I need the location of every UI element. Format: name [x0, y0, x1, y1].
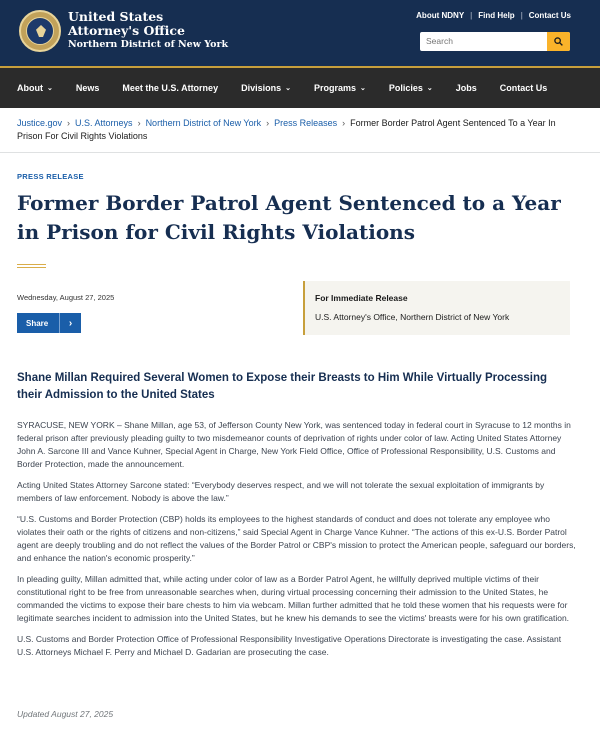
article-paragraph: “U.S. Customs and Border Protection (CBP) holds its employees to the highest standards of conduct and does not tolerate any employee who violates their oath or the rights of citizens and non-citizens,” said Special Agent in Charge Vance Kuhner. “The actions of this ex-U.S. Border Patrol agent are deeply troubling and do not reflect the values of the Border Patrol or CBP's mission to protect the American people, safeguard our borders, and enhance the nation's economic prosperity.”	[17, 514, 576, 563]
press-release-label: PRESS RELEASE	[17, 172, 84, 181]
release-title: For Immediate Release	[315, 293, 408, 303]
article-paragraph: U.S. Customs and Border Protection Office of Professional Responsibility Investigative Operations Directorate is investigating the case. Assistant U.S. Attorneys Michael F. Perry and Michael D. Gadarian are prosecuting the case.	[17, 634, 562, 657]
chevron-right-icon: ›	[68, 317, 73, 329]
search-icon	[554, 37, 563, 46]
nav-news[interactable]	[76, 83, 100, 93]
nav-label: Programs	[313, 83, 356, 93]
site-header	[0, 0, 600, 66]
nav-label: Meet the U.S. Attorney	[122, 83, 219, 93]
nav-jobs[interactable]	[456, 83, 477, 93]
about-ndny-link[interactable]: About NDNY	[416, 11, 465, 20]
breadcrumb-link[interactable]: Press Releases	[274, 118, 338, 128]
breadcrumb-link[interactable]: Justice.gov	[17, 118, 63, 128]
nav-label: Jobs	[455, 83, 477, 93]
util-separator: |	[470, 11, 473, 20]
nav-divisions[interactable]	[241, 83, 291, 93]
title-accent	[17, 264, 46, 270]
chevron-down-icon: ⌄	[360, 85, 366, 92]
doj-seal-icon[interactable]	[19, 10, 61, 52]
release-info-box	[303, 281, 570, 335]
eagle-icon	[36, 25, 46, 37]
breadcrumb-separator: ›	[266, 118, 270, 128]
find-help-link[interactable]: Find Help	[478, 11, 515, 20]
search-box	[420, 32, 570, 51]
publish-date: Wednesday, August 27, 2025	[17, 293, 115, 302]
breadcrumb-current: Former Border Patrol Agent Sentenced To a Year In Prison For Civil Rights Violations	[17, 118, 556, 141]
updated-date: Updated August 27, 2025	[17, 709, 114, 719]
breadcrumb	[17, 117, 572, 143]
nav-meet-us-attorney[interactable]	[122, 83, 218, 93]
breadcrumb-separator: ›	[67, 118, 71, 128]
article-body	[17, 419, 579, 667]
breadcrumb-separator: ›	[137, 118, 141, 128]
chevron-down-icon: ⌄	[426, 85, 433, 92]
divider	[0, 152, 600, 153]
nav-label: News	[75, 83, 100, 93]
share-button[interactable]	[17, 313, 81, 333]
breadcrumb-separator: ›	[342, 118, 346, 128]
article-paragraph: SYRACUSE, NEW YORK – Shane Millan, age 53, of Jefferson County New York, was sentenced today in federal court in Syracuse to 12 months in federal prison after previously pleading guilty to two misdemeanor counts of deprivation of rights under color of law. Acting United States Attorney John A. Sarcone III and Vance Kuhner, Special Agent in Charge, New York Field Office, Office of Professional Responsibility, U.S. Customs and Border Protection, made the announcement.	[17, 420, 571, 469]
page-title: Former Border Patrol Agent Sentenced to a Year in Prison for Civil Rights Violations	[17, 191, 561, 244]
title-line-2: Attorney's Office	[68, 23, 185, 38]
breadcrumb-link[interactable]: Northern District of New York	[145, 118, 262, 128]
nav-label: About	[17, 83, 43, 93]
nav-programs[interactable]	[314, 83, 366, 93]
release-office: U.S. Attorney's Office, Northern District of New York	[315, 312, 510, 322]
article-paragraph: Acting United States Attorney Sarcone stated: “Everybody deserves respect, and we will not tolerate the sexual exploitation of immigrants by members of law enforcement. Nobody is above the law.”	[17, 480, 545, 503]
chevron-down-icon: ⌄	[285, 85, 291, 92]
search-button[interactable]	[547, 32, 570, 51]
title-line-1: United States	[68, 9, 164, 24]
site-title[interactable]	[68, 10, 228, 52]
utility-links	[416, 11, 571, 20]
main-nav	[0, 68, 600, 108]
share-label: Share	[26, 318, 49, 328]
nav-label: Policies	[388, 83, 423, 93]
util-separator: |	[520, 11, 523, 20]
nav-label: Contact Us	[499, 83, 548, 93]
article-subheading: Shane Millan Required Several Women to Expose their Breasts to Him While Virtually Processing their Admission to the United States	[17, 372, 547, 401]
search-input[interactable]	[426, 36, 546, 46]
title-line-3: Northern District of New York	[68, 39, 229, 50]
seal-center	[26, 17, 54, 45]
chevron-down-icon: ⌄	[47, 85, 53, 92]
breadcrumb-link[interactable]: U.S. Attorneys	[75, 118, 133, 128]
nav-policies[interactable]	[389, 83, 433, 93]
contact-us-link[interactable]: Contact Us	[528, 11, 571, 20]
nav-about[interactable]	[17, 83, 53, 93]
article-paragraph: In pleading guilty, Millan admitted that, while acting under color of law as a Border Patrol Agent, he willfully deprived multiple victims of their constitutional right to be free from unreasonable searches when, during virtual processing concerning their admission to the United States, he commanded the victims to expose their bare chests to him via webcam. Millan further admitted that he told these women that his requests were for legitimate searches incident to admission into the United States, but he knew his demands to see the victims' breasts were for his own gratification.	[17, 574, 570, 623]
nav-contact-us[interactable]	[500, 83, 548, 93]
nav-label: Divisions	[241, 83, 282, 93]
